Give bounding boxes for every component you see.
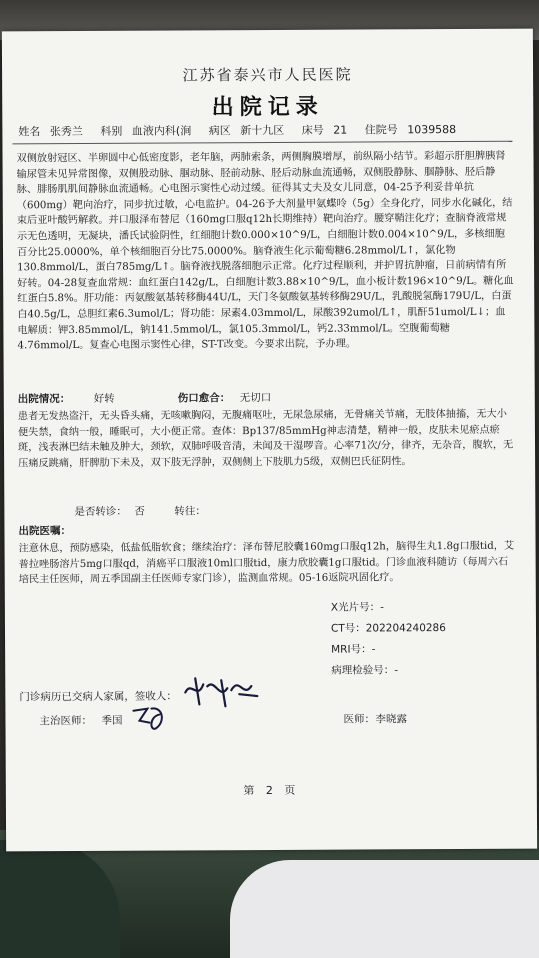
page-suffix: 页: [284, 783, 300, 797]
transfer-label: 是否转诊：: [74, 505, 127, 519]
ct-number: [331, 620, 446, 636]
xray-value: -: [380, 601, 384, 614]
mri-label: MRI号：: [331, 643, 372, 656]
attending-name: 季国: [101, 714, 123, 727]
discharge-exam-text: 患者无发热盗汗，无头昏头痛，无咳嗽胸闷，无腹痛呕吐，无尿急尿痛，无骨痛关节痛，无肢体抽搐，无大小便失禁，食纳一般，睡眠可，大小便正常。查体：Bp137/85mmHg神志清楚，精神一般，皮肤未见瘀点瘀斑，浅表淋巴结未触及肿大，颈软，双肺呼吸音清，未闻及干湿啰音。心率71次/分，律齐，无杂音，腹软，无压痛反跳痛，肝脾肋下未及，双下肢无浮肿，双侧侧上下肢肌力5级，双侧巴氏征阴性。: [17, 408, 514, 470]
patient-info-row: [18, 121, 462, 139]
page-number: [6, 781, 537, 800]
dept-value: 血液内科(涧: [131, 124, 192, 138]
recipient-handwritten-signature: [181, 670, 261, 710]
discharge-record-sheet: [2, 29, 537, 852]
patient-name: 张秀兰: [49, 124, 83, 139]
discharge-orders-label: 出院医嘱：: [18, 525, 72, 538]
attending-handwritten-signature: [129, 703, 169, 735]
xray-label: X光片号：: [330, 601, 381, 614]
handover-text: 门诊病历已交病人家属，签收人：: [19, 690, 177, 704]
treatment-course-text: 双侧放射冠区、半卵圆中心低密度影，老年脑，两肺索条，两侧胸膜增厚，前纵隔小结节。彩超示肝胆脾胰肾输尿管未见异常图像，双侧股动脉、腘动脉、胫前动脉、胫后动脉血流通畅，双侧股静脉、腘静脉、胫后静脉、腓肠肌肌间静脉血流通畅。心电图示窦性心动过缓。征得其丈夫及女儿同意，04-25予利妥昔单抗（600mg）靶向治疗，同步抗过敏，心电监护。04-26予大剂量甲氨蝶呤（5g）全身化疗，同步水化碱化，结束后亚叶酸钙解救。并口服泽布替尼（160mg口服q12h长期维持）靶向治疗。腰穿鞘注化疗；查脑脊液常规示无色透明，无凝块，潘氏试验阴性，红细胞计数0.000×10^9/L，白细胞计数0.004×10^9/L，多核细胞百分比25.0000%，单个核细胞百分比75.0000%。脑脊液生化示葡萄糖6.28mmol/L↑，氯化物130.8mmol/L，蛋白785mg/L↑。脑脊液找脱落细胞示正常。化疗过程顺利，并护胃抗肿瘤，日前病情有所好转。04-28复查血常规：血红蛋白142g/L，白细胞计数3.88×10^9/L，血小板计数196×10^9/L。糖化血红蛋白5.8%。肝功能：丙氨酸氨基转移酶44U/L，天门冬氨酸氨基转移酶29U/L，乳酸脱氢酶179U/L，白蛋白40.5g/L，总胆红素6.3umol/L；肾功能：尿素4.03mmol/L，尿酸392umol/L↑，肌酐51umol/L↓；血电解质：钾3.85mmol/L，钠141.5mmol/L，氯105.3mmol/L，钙2.33mmol/L。空腹葡萄糖4.76mmol/L。复查心电图示窦性心律，ST-T改变。今要求出院，予办理。: [16, 150, 514, 352]
admission-no-value: 1039588: [407, 123, 457, 137]
page-prefix: 第: [243, 784, 259, 798]
hospital-name: 江苏省泰兴市人民医院: [182, 65, 353, 85]
bed-value: 21: [333, 123, 348, 137]
xray-number: [331, 599, 384, 614]
ct-label: CT号：: [330, 622, 366, 635]
discharge-condition-value: 好转: [93, 392, 115, 405]
name-label: 姓名: [18, 125, 41, 139]
ct-value: 202204240286: [365, 622, 446, 635]
wound-healing-label: 伤口愈合：: [177, 392, 231, 405]
wound-healing-value: 无切口: [239, 391, 272, 405]
physician-name: 李晓露: [375, 713, 407, 726]
pathology-label: 病理检验号：: [331, 664, 395, 677]
ward-value: 新十九区: [240, 123, 285, 138]
document-title: 出院记录: [211, 93, 324, 121]
mri-value: -: [371, 643, 376, 656]
admission-no-label: 住院号: [364, 123, 398, 137]
dept-label: 科别: [100, 124, 123, 138]
discharge-condition-label: 出院情况：: [17, 393, 71, 406]
pathology-number: [331, 662, 398, 677]
discharge-orders-text: 注意休息，预防感染，低盐低脂软食；继续治疗：泽布替尼胶囊160mg口服q12h，脑得生丸1.8g口服tid，艾普拉唑肠溶片5mg口服qd，消癌平口服液10ml口服tid，康力欣胶囊1g口服tid。门诊血液科随访（每周六石培民主任医师，周五季国副主任医师专家门诊），监测血常规。05-16返院巩固化疗。: [18, 540, 515, 586]
bed-label: 床号: [301, 123, 324, 137]
transfer-value: 否: [134, 505, 145, 518]
transfer-to-label: 转往：: [174, 505, 206, 518]
header-divider: [12, 141, 512, 145]
pathology-value: -: [394, 664, 399, 677]
page-number-value: 2: [265, 783, 277, 798]
mri-number: [331, 641, 375, 656]
cloth-shape: [230, 860, 539, 958]
ward-label: 病区: [208, 124, 231, 138]
attending-label: 主治医师：: [39, 714, 92, 728]
physician-label: 医师：: [343, 713, 375, 726]
